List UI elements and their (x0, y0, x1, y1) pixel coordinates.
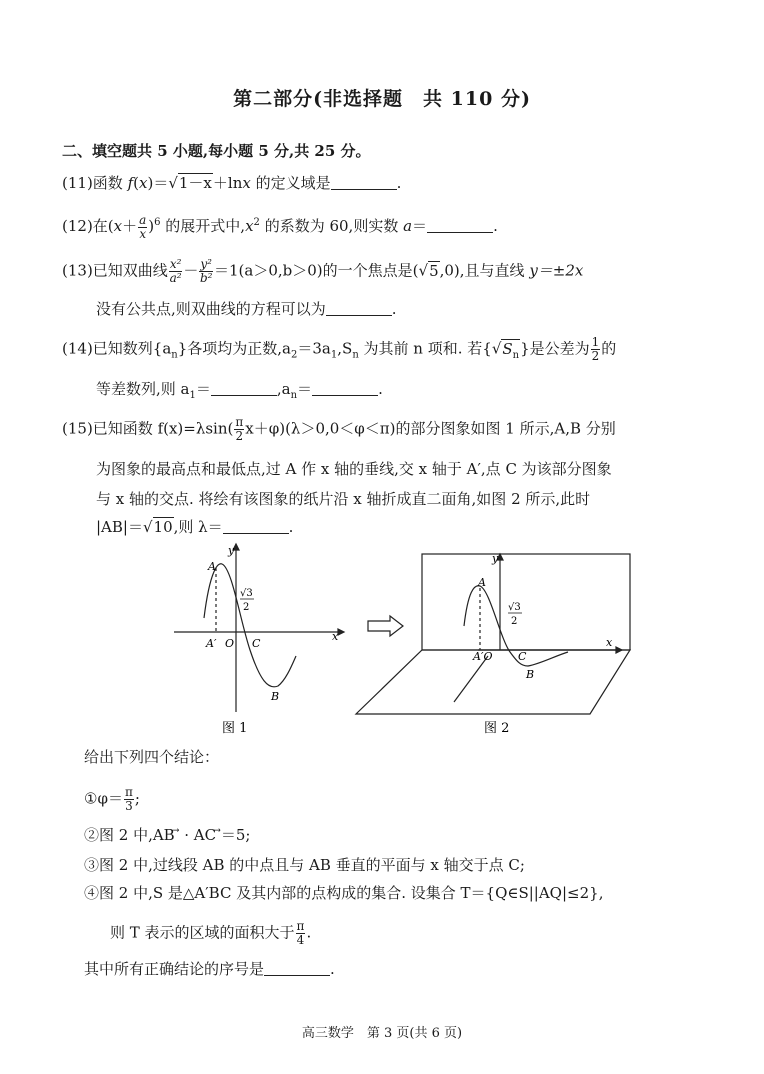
conclusion-3: ③图 2 中,过线段 AB 的中点且与 AB 垂直的平面与 x 轴交于点 C; (84, 856, 525, 874)
question-15-line-3: 与 x 轴的交点. 将绘有该图象的纸片沿 x 轴折成直二面角,如图 2 所示,此时 (96, 490, 591, 508)
conclusion-1: ①φ＝ $\frac{\pi}{3}$ ; (84, 785, 140, 813)
conclusion-4-continued: 则 T 表示的区域的面积大于 $\frac{\pi}{4}$ . (110, 919, 312, 947)
fig1-curve (204, 564, 296, 687)
figure-1 (170, 540, 350, 740)
fig1-label-y: y (228, 544, 235, 557)
fig2-root3-den: 2 (511, 616, 518, 627)
answer-blank-14a[interactable] (211, 381, 277, 396)
final-question: 其中所有正确结论的序号是 . (84, 960, 335, 978)
question-12: (12)在(x＋ $\frac{a}{x}$ )$^6$ 的展开式中$,x^2$ 的系数为 60,则实数 a＝ . (62, 212, 498, 241)
question-14-line-1: (14)已知数列$\{a_n\}$各项均为正数$,a_2=3a_1,S_n$ 为其前 n 项和. 若$\{√S_n\}$是公差为 $\frac{1}{2}$ 的 (62, 335, 617, 363)
fig2-label-x: x (606, 636, 613, 649)
fig2-label-y: y (492, 552, 499, 565)
answer-blank-12[interactable] (427, 218, 493, 233)
question-13-line-2: 没有公共点,则双曲线的方程可以为 . (96, 300, 397, 318)
answer-blank-11[interactable] (331, 175, 397, 190)
answer-blank-14b[interactable] (312, 381, 378, 396)
conclusion-2: ②图 2 中,AB ⃗ · AC ⃗＝5; (84, 826, 251, 844)
fig1-label-O: O (225, 637, 235, 650)
fig1-label-C: C (252, 637, 261, 650)
question-11: (11)函数 f(x)＝√1－x＋lnx 的定义域是 . (62, 174, 402, 192)
question-13-line-1: (13)已知双曲线 $\frac{\text{x²}}{\text{a²}}$ － $\frac{\text{y²}}{\text{b²}}$ ＝1(a＞0,b＞0)的一个焦点是(√5,0),且与直线 y＝±2x (62, 257, 584, 285)
section-heading: 二、填空题共 5 小题,每小题 5 分,共 25 分。 (62, 142, 371, 160)
conclusions-intro: 给出下列四个结论： (84, 748, 220, 766)
figure-2 (350, 548, 650, 740)
fig2-caption: 图 2 (484, 721, 510, 736)
page-footer: 高三数学 第 3 页(共 6 页) (301, 1026, 463, 1041)
fig1-label-B: B (271, 690, 280, 703)
question-14-line-2: 等差数列,则 $a_1= ,a_n=$ . (96, 380, 383, 401)
question-15-line-2: 为图象的最高点和最低点,过 A 作 x 轴的垂线,交 x 轴于 A′,点 C 为该部分图象 (96, 460, 612, 478)
answer-blank-13[interactable] (326, 301, 392, 316)
fig2-root3-num: √3 (508, 602, 521, 613)
fig1-caption: 图 1 (222, 721, 248, 736)
fig2-label-A: A (478, 576, 486, 589)
fig1-root3-num: √3 (240, 588, 253, 599)
fig1-root3-den: 2 (243, 602, 250, 613)
page-title: 第二部分(非选择题 共 110 分) (233, 88, 531, 110)
fig1-label-x: x (332, 630, 339, 643)
conclusion-4: ④图 2 中,S 是△A′BC 及其内部的点构成的集合. 设集合 T＝{Q∈S||AQ|≤2}, (84, 884, 604, 902)
fig2-label-C: C (518, 650, 527, 663)
question-15-line-1: (15)已知函数 f(x)=λsin( $\frac{\pi}{2}$ x＋φ)(λ＞0,0＜φ＜π)的部分图象如图 1 所示,A,B 分别 (62, 415, 616, 443)
answer-blank-15-conclusions[interactable] (264, 961, 330, 976)
fig2-label-B: B (526, 668, 535, 681)
fig2-vertical-plane (422, 554, 630, 650)
question-15-line-4: |AB|＝√10,则 λ＝ . (96, 518, 294, 536)
fig1-label-A: A (208, 560, 216, 573)
fig1-label-Aprime: A′ (206, 637, 217, 650)
fig2-label-AprimeO: A′O (473, 650, 493, 663)
fig2-horizontal-plane (356, 650, 630, 714)
answer-blank-15[interactable] (223, 519, 289, 534)
